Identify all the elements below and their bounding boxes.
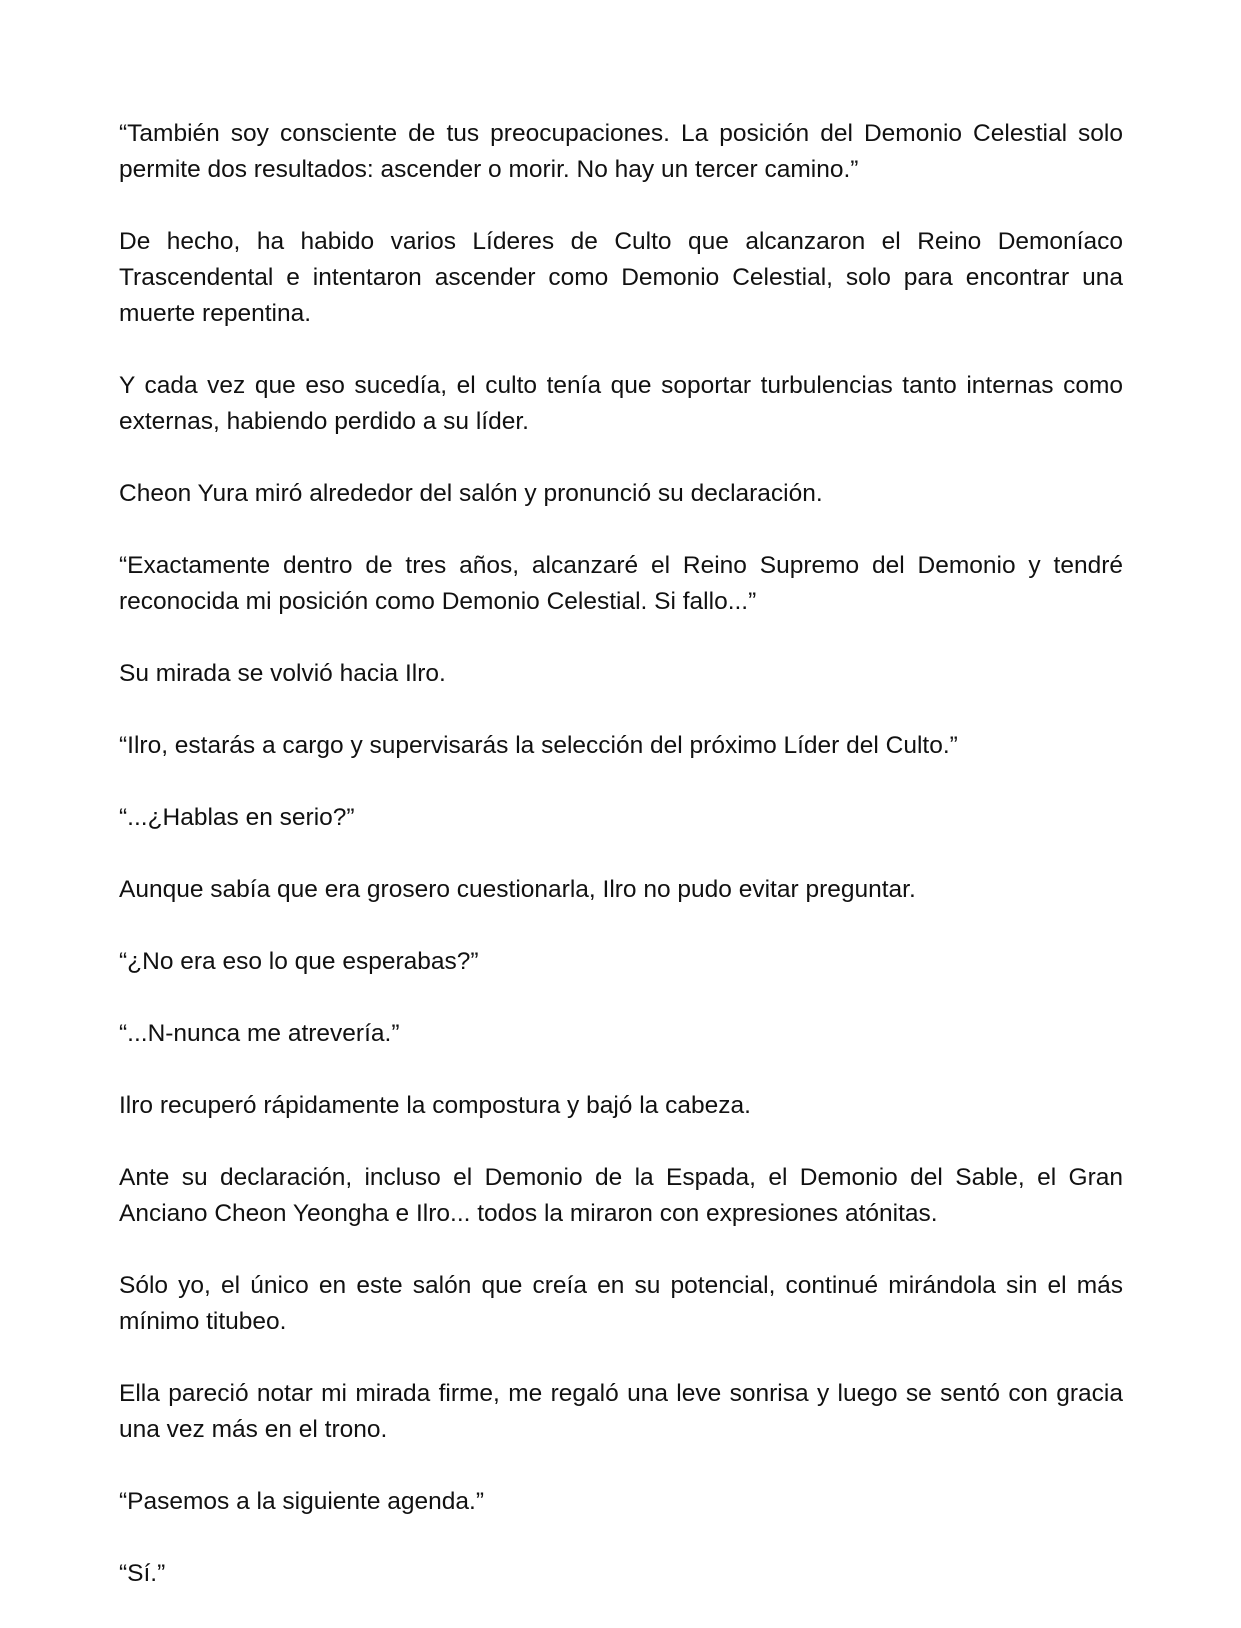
paragraph-11: “...N-nunca me atrevería.” [119, 1020, 400, 1047]
paragraph-6: Su mirada se volvió hacia Ilro. [119, 660, 446, 687]
paragraph-5: “Exactamente dentro de tres años, alcanzaré el Reino Supremo del Demonio y tendré reconocida mi posición como Demonio Celestial. Si fallo...” [119, 552, 1123, 615]
paragraph-2: De hecho, ha habido varios Líderes de Culto que alcanzaron el Reino Demoníaco Trascendental e intentaron ascender como Demonio Celestial, solo para encontrar una muerte repentina. [119, 228, 1123, 327]
paragraph-4: Cheon Yura miró alrededor del salón y pronunció su declaración. [119, 480, 823, 507]
paragraph-17: “Sí.” [119, 1560, 166, 1587]
paragraph-8: “...¿Hablas en serio?” [119, 804, 355, 831]
paragraph-3: Y cada vez que eso sucedía, el culto tenía que soportar turbulencias tanto internas como externas, habiendo perdido a su líder. [119, 372, 1123, 435]
paragraph-14: Sólo yo, el único en este salón que creía en su potencial, continué mirándola sin el más mínimo titubeo. [119, 1272, 1123, 1335]
paragraph-7: “Ilro, estarás a cargo y supervisarás la selección del próximo Líder del Culto.” [119, 732, 958, 759]
paragraph-13: Ante su declaración, incluso el Demonio de la Espada, el Demonio del Sable, el Gran Anciano Cheon Yeongha e Ilro... todos la miraron con expresiones atónitas. [119, 1164, 1123, 1227]
paragraph-10: “¿No era eso lo que esperabas?” [119, 948, 479, 975]
paragraph-15: Ella pareció notar mi mirada firme, me regaló una leve sonrisa y luego se sentó con gracia una vez más en el trono. [119, 1380, 1123, 1443]
paragraph-1: “También soy consciente de tus preocupaciones. La posición del Demonio Celestial solo permite dos resultados: ascender o morir. No hay un tercer camino.” [119, 120, 1123, 183]
paragraph-16: “Pasemos a la siguiente agenda.” [119, 1488, 484, 1515]
paragraph-12: Ilro recuperó rápidamente la compostura y bajó la cabeza. [119, 1092, 751, 1119]
paragraph-9: Aunque sabía que era grosero cuestionarla, Ilro no pudo evitar preguntar. [119, 876, 916, 903]
document-body [119, 116, 1123, 1628]
